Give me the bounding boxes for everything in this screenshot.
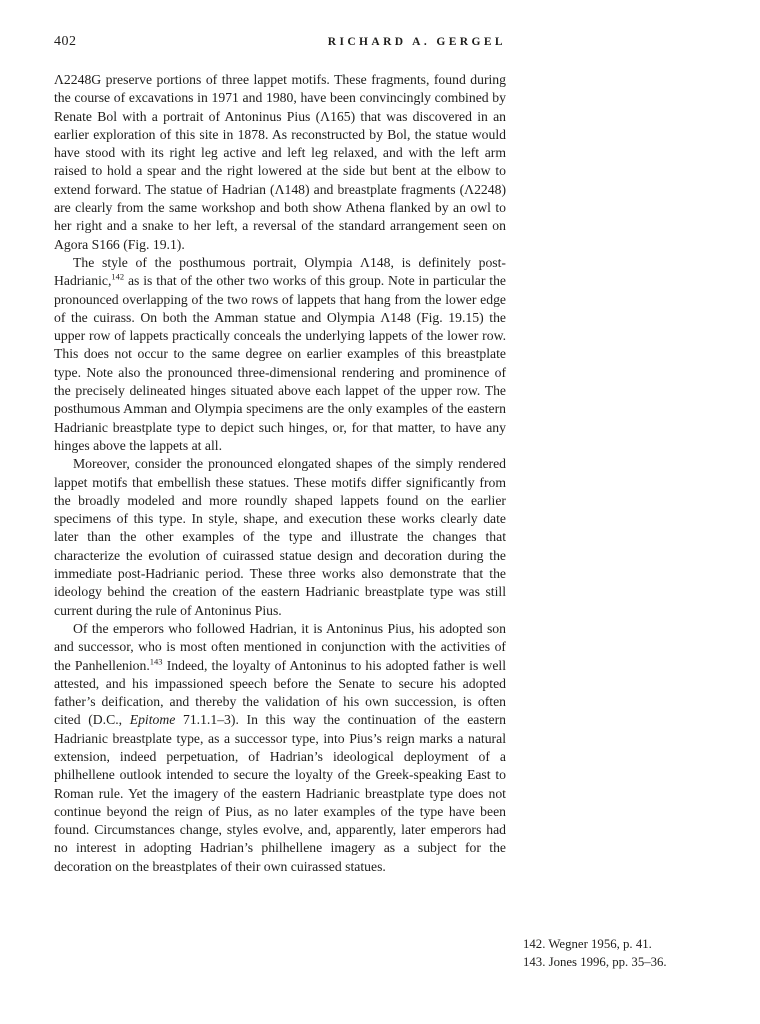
- paragraph: [54, 254, 506, 455]
- text-run: Λ2248G preserve portions of three lappet motifs. These fragments, found during the course of excavations in 1971 and 1980, have been convincingly combined by Renate Bol with a portrait of Antoninus Pius (Λ165) that was discovered in an earlier exploration of this site in 1878. As reconstructed by Bol, the statue would have stood with its right leg active and left leg relaxed, and with the left arm raised to hold a spear and the right lowered at the side but bent at the elbow to extend forward. The statue of Hadrian (Λ148) and breastplate fragments (Λ2248) are clearly from the same workshop and both show Athena flanked by an owl to her right and a snake to her left, a reversal of the standard arrangement seen on Agora S166 (Fig. 19.1).: [54, 72, 506, 252]
- text-run: 71.1.1–3). In this way the continuation of the eastern Hadrianic breastplate type, as a successor type, into Pius’s reign marks a natural extension, indeed perpetuation, of Hadrian’s ideological deployment of a philhellene outlook intended to secure the loyalty of the Greek-speaking East to Roman rule. Yet the imagery of the eastern Hadrianic breastplate type does not continue beyond the reign of Pius, as no later examples of the type have been found. Circumstances change, styles evolve, and, apparently, later emperors had no interest in adopting Hadrian’s philhellene imagery as a subject for the decoration on the breastplates of their own cuirassed statues.: [54, 712, 506, 874]
- text-run: as is that of the other two works of this group. Note in particular the pronounced overlapping of the two rows of lappets that hang from the lower edge of the cuirass. On both the Amman statue and Olympia Λ148 (Fig. 19.15) the upper row of lappets practically conceals the underlying lappets of the lower row. This does not occur to the same degree on earlier examples of this breastplate type. Note also the pronounced three-dimensional rendering and prominence of the precisely delineated hinges situated above each lappet of the upper row. The posthumous Amman and Olympia specimens are the only examples of the eastern Hadrianic breastplate type to depict such hinges, or, for that matter, to have any hinges above the lappets at all.: [54, 273, 506, 453]
- footnote: 142. Wegner 1956, p. 41.: [523, 937, 652, 951]
- body-text-column: [54, 71, 506, 876]
- page-number: 402: [54, 34, 77, 49]
- footnote: 143. Jones 1996, pp. 35–36.: [523, 954, 667, 969]
- text-run: Moreover, consider the pronounced elongated shapes of the simply rendered lappet motifs that embellish these statues. These motifs differ significantly from the broadly modeled and more roundly shaped lappets found on the earlier specimens of this type. In style, shape, and execution these works clearly date later than the other examples of the type and illustrate the changes that characterize the evolution of cuirassed statue design and decoration during the immediate post-Hadrianic period. These three works also demonstrate that the ideology behind the creation of the eastern Hadrianic breastplate type was still current during the rule of Antoninus Pius.: [54, 456, 506, 618]
- text-run: Of the emperors who followed Hadrian, it is Antoninus Pius, his adopted son and successor, who is most often mentioned in conjunction with the activities of the Panhellenion.: [54, 620, 506, 673]
- text-run: Indeed, the loyalty of Antoninus to his adopted father is well attested, and his impassioned speech before the Senate to secure his adopted father’s deification, and thereby the validation of his own succession, is often cited (D.C.,: [54, 657, 507, 728]
- footnote-marker: 143: [149, 655, 163, 666]
- running-head-author: RICHARD A. GERGEL: [327, 36, 506, 48]
- paragraph: [54, 71, 506, 254]
- paragraph: [54, 455, 506, 620]
- footnotes-block: [523, 936, 743, 971]
- footnote-marker: 142: [111, 271, 125, 282]
- italic-text: Epitome: [129, 712, 176, 728]
- page-header: [54, 34, 506, 50]
- paragraph: [54, 620, 506, 876]
- text-run: The style of the posthumous portrait, Olympia Λ148, is definitely post-Hadrianic,: [54, 254, 506, 289]
